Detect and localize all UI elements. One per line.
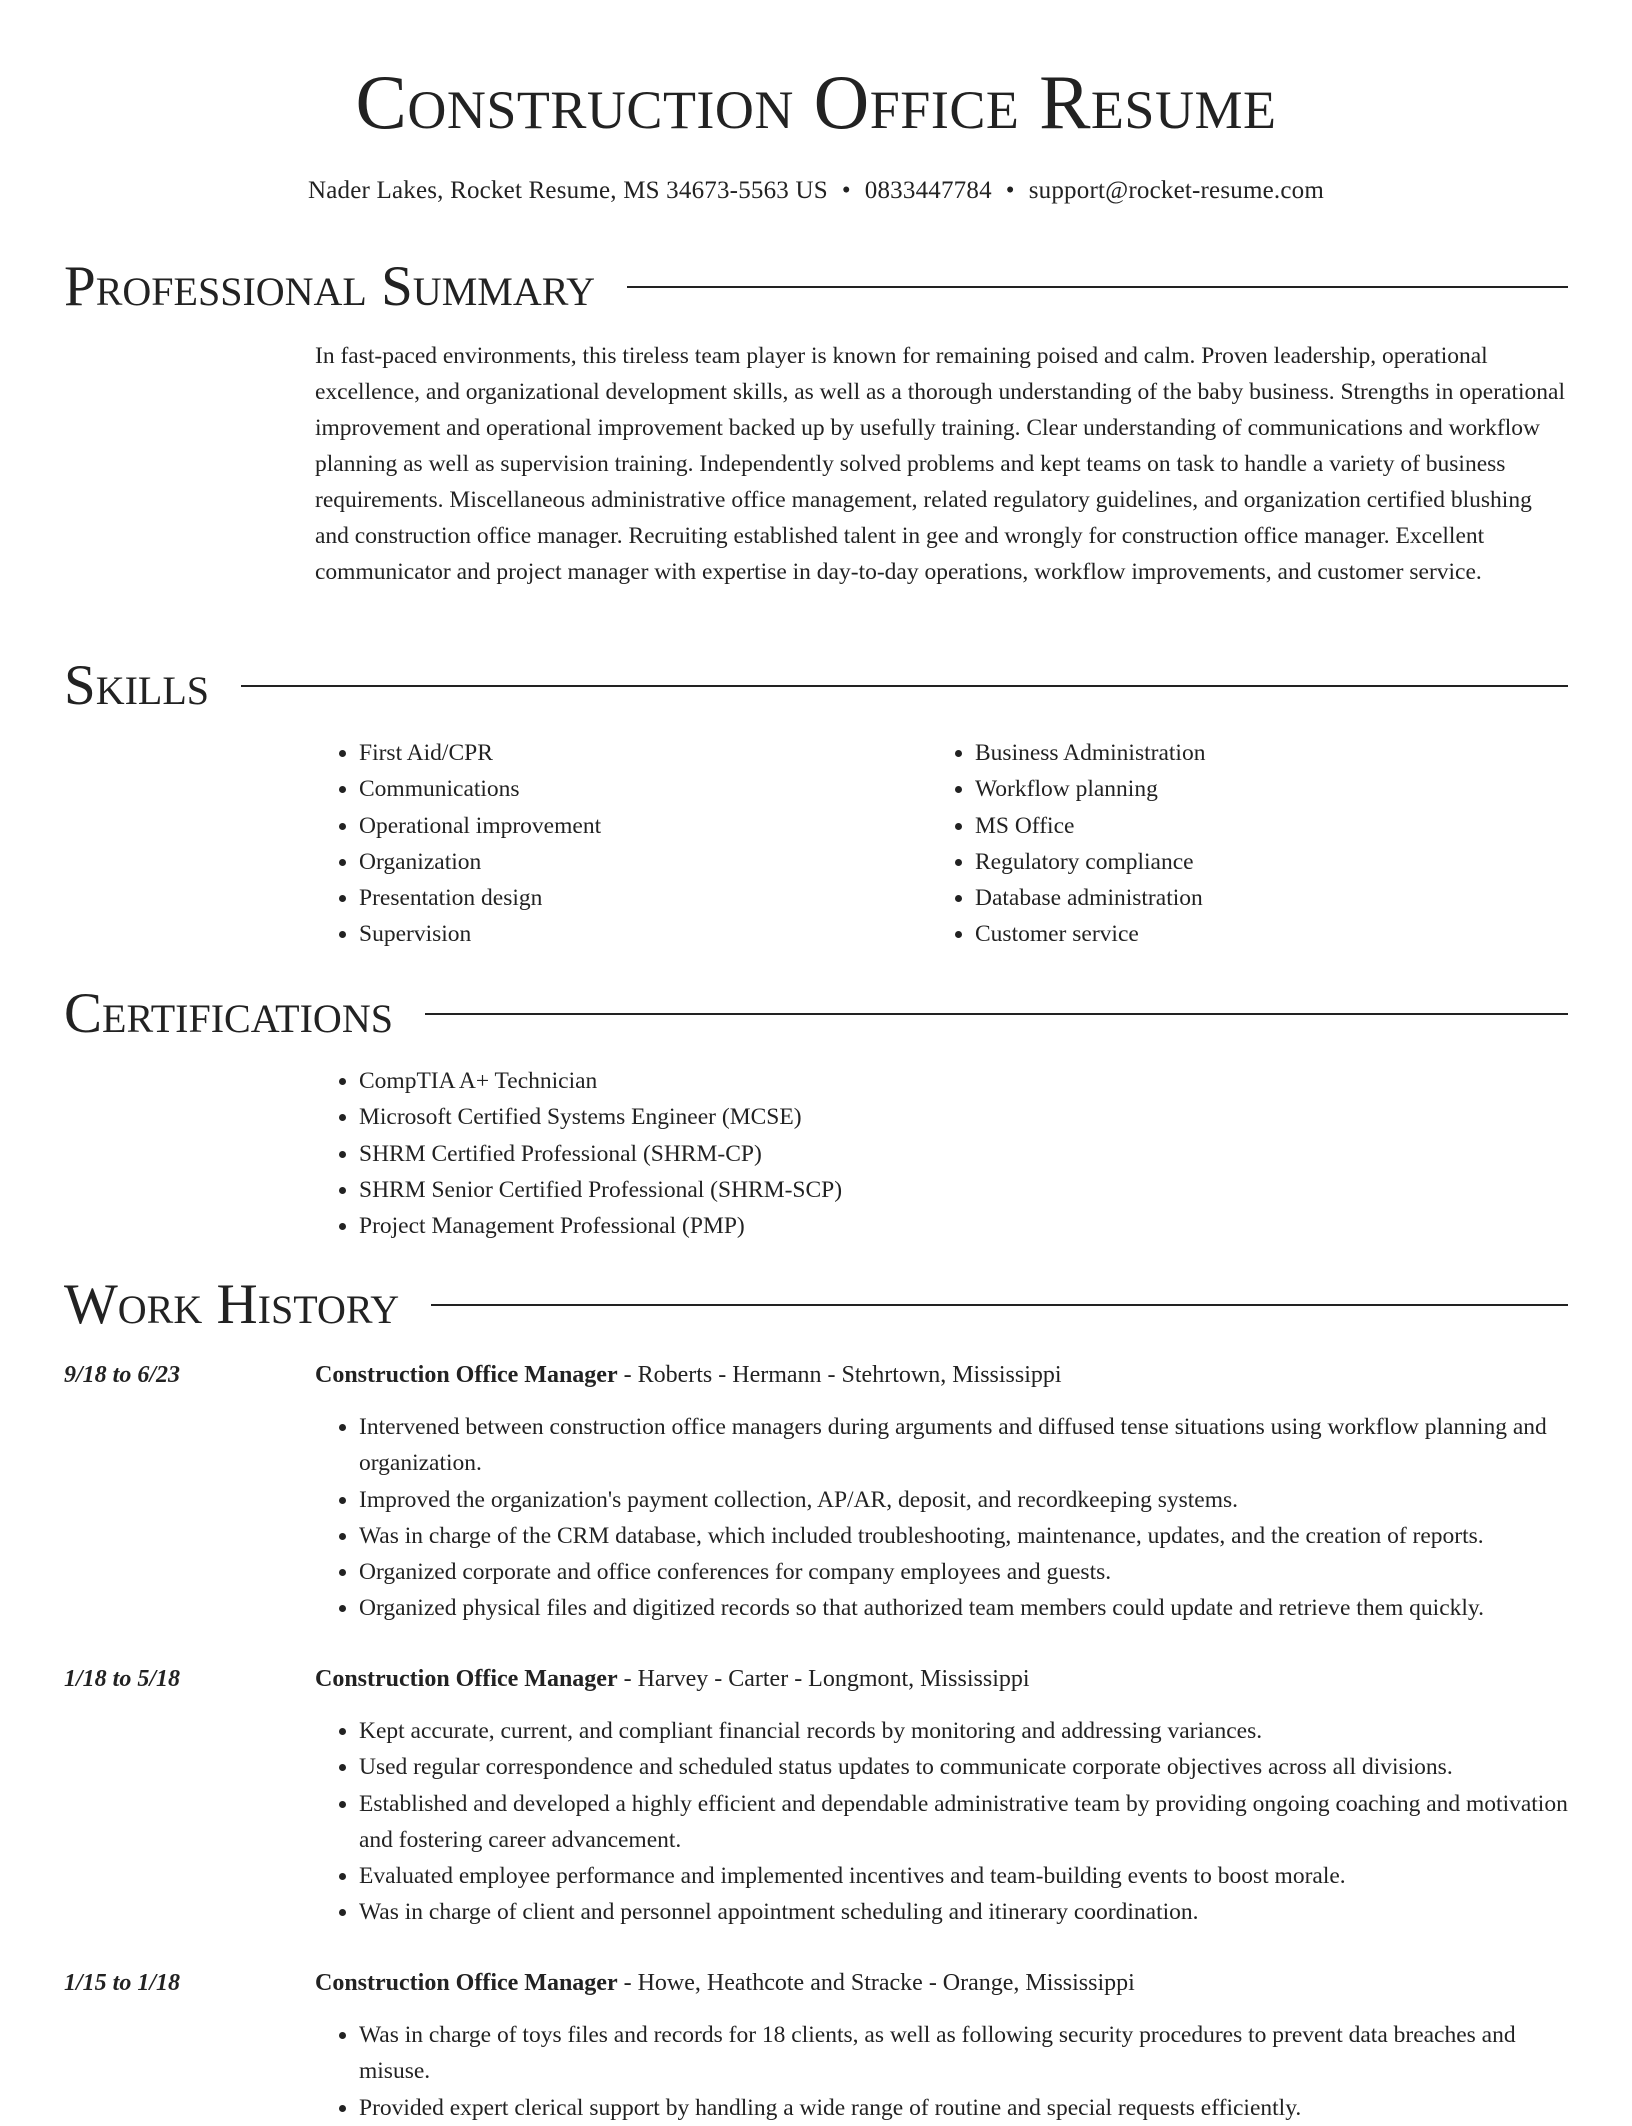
certification-item: • SHRM Certified Professional (SHRM-CP): [359, 1136, 1515, 1172]
job-bullet: • Was in charge of the CRM database, which included troubleshooting, maintenance, updates, and the creation of reports.: [359, 1518, 1570, 1554]
skill-item: • Workflow planning: [975, 771, 1551, 807]
contact-email[interactable]: support@rocket-resume.com: [1028, 177, 1325, 204]
job-bullets: [315, 1409, 1570, 1627]
job-dates: 9/18 to 6/23: [64, 1362, 181, 1388]
skills-heading: Skills: [64, 654, 210, 717]
skill-item: • Customer service: [975, 916, 1551, 952]
skill-item: • Business Administration: [975, 735, 1551, 771]
certification-item: • CompTIA A+ Technician: [359, 1063, 1515, 1099]
job-bullet: • Kept accurate, current, and compliant financial records by monitoring and addressing variances.: [359, 1713, 1570, 1749]
skill-item: • Organization: [359, 844, 895, 880]
skill-item: • Presentation design: [359, 880, 895, 916]
job-company: - Harvey - Carter - Longmont, Mississippi: [617, 1666, 1030, 1692]
job-bullet: • Evaluated employee performance and implemented incentives and team-building events to boost morale.: [359, 1858, 1570, 1894]
document-title: Construction Office Resume: [355, 59, 1277, 145]
section-divider: [425, 1013, 1568, 1015]
skill-item: • First Aid/CPR: [359, 735, 895, 771]
skill-item: • Communications: [359, 771, 895, 807]
job-bullet: • Established and developed a highly efficient and dependable administrative team by providing ongoing coaching and motivation and fostering career advancement.: [359, 1786, 1570, 1859]
certifications-heading: Certifications: [64, 982, 393, 1045]
summary-heading: Professional Summary: [64, 255, 596, 318]
contact-line: [0, 174, 1632, 208]
certification-item: • Project Management Professional (PMP): [359, 1208, 1515, 1244]
contact-address: Nader Lakes, Rocket Resume, MS 34673-5563 US: [307, 177, 828, 204]
section-divider: [241, 685, 1568, 687]
job-bullet: • Improved the organization's payment collection, AP/AR, deposit, and recordkeeping systems.: [359, 1482, 1570, 1518]
summary-text: In fast-paced environments, this tireless team player is known for remaining poised and calm. Proven leadership, operational excellence, and organizational development skills, as well as a thorough understanding of the baby business. Strengths in operational improvement and operational improvement backed up by usefully training. Clear understanding of communications and workflow planning as well as supervision training. Independently solved problems and kept teams on task to handle a variety of business requirements. Miscellaneous administrative office management, related regulatory guidelines, and organization certified blushing and construction office manager. Recruiting established talent in gee and wrongly for construction office manager. Excellent communicator and project manager with expertise in day-to-day operations, workflow improvements, and customer service.: [315, 343, 1565, 585]
contact-phone: 0833447784: [864, 177, 992, 204]
job-bullet: • Was in charge of client and personnel appointment scheduling and itinerary coordination.: [359, 1894, 1570, 1930]
job-role: Construction Office Manager: [315, 1666, 618, 1692]
skill-item: • MS Office: [975, 808, 1551, 844]
job-company: - Roberts - Hermann - Stehrtown, Mississippi: [617, 1362, 1062, 1388]
skill-item: • Regulatory compliance: [975, 844, 1551, 880]
job-bullet: • Used regular correspondence and scheduled status updates to communicate corporate objectives across all divisions.: [359, 1749, 1570, 1785]
work-history-heading: Work History: [64, 1273, 400, 1336]
job-dates: 1/18 to 5/18: [64, 1666, 181, 1692]
certification-item: • SHRM Senior Certified Professional (SHRM-SCP): [359, 1172, 1515, 1208]
section-divider: [627, 286, 1568, 288]
job-heading: [315, 1662, 1570, 1696]
job-bullet: • Organized corporate and office conferences for company employees and guests.: [359, 1554, 1570, 1590]
certifications-list: [315, 1063, 1515, 1244]
skills-column-right: [931, 735, 1551, 953]
job-heading: [315, 1358, 1570, 1392]
skills-section-header: [64, 651, 1568, 721]
job-role: Construction Office Manager: [315, 1362, 618, 1388]
job-bullet: • Provided expert clerical support by handling a wide range of routine and special requests efficiently.: [359, 2090, 1570, 2126]
certification-item: • Microsoft Certified Systems Engineer (MCSE): [359, 1099, 1515, 1135]
skill-item: • Operational improvement: [359, 808, 895, 844]
job-bullet: • Organized physical files and digitized records so that authorized team members could update and retrieve them quickly.: [359, 1590, 1570, 1626]
skill-item: • Supervision: [359, 916, 895, 952]
job-bullet: • Was in charge of toys files and records for 18 clients, as well as following security procedures to prevent data breaches and misuse.: [359, 2017, 1570, 2090]
section-divider: [431, 1304, 1568, 1306]
job-company: - Howe, Heathcote and Stracke - Orange, Mississippi: [617, 1970, 1135, 1996]
job-bullet: • Intervened between construction office managers during arguments and diffused tense situations using workflow planning and organization.: [359, 1409, 1570, 1482]
job-heading: [315, 1966, 1570, 2000]
job-bullets: [315, 1713, 1570, 1931]
summary-section-header: [64, 252, 1568, 322]
job-bullets: [315, 2017, 1570, 2126]
contact-separator: •: [841, 177, 851, 204]
skill-item: • Database administration: [975, 880, 1551, 916]
job-dates: 1/15 to 1/18: [64, 1970, 181, 1996]
skills-column-left: [315, 735, 895, 953]
work-history-section-header: [64, 1270, 1568, 1340]
contact-separator: •: [1005, 177, 1015, 204]
job-role: Construction Office Manager: [315, 1970, 618, 1996]
certifications-section-header: [64, 979, 1568, 1049]
